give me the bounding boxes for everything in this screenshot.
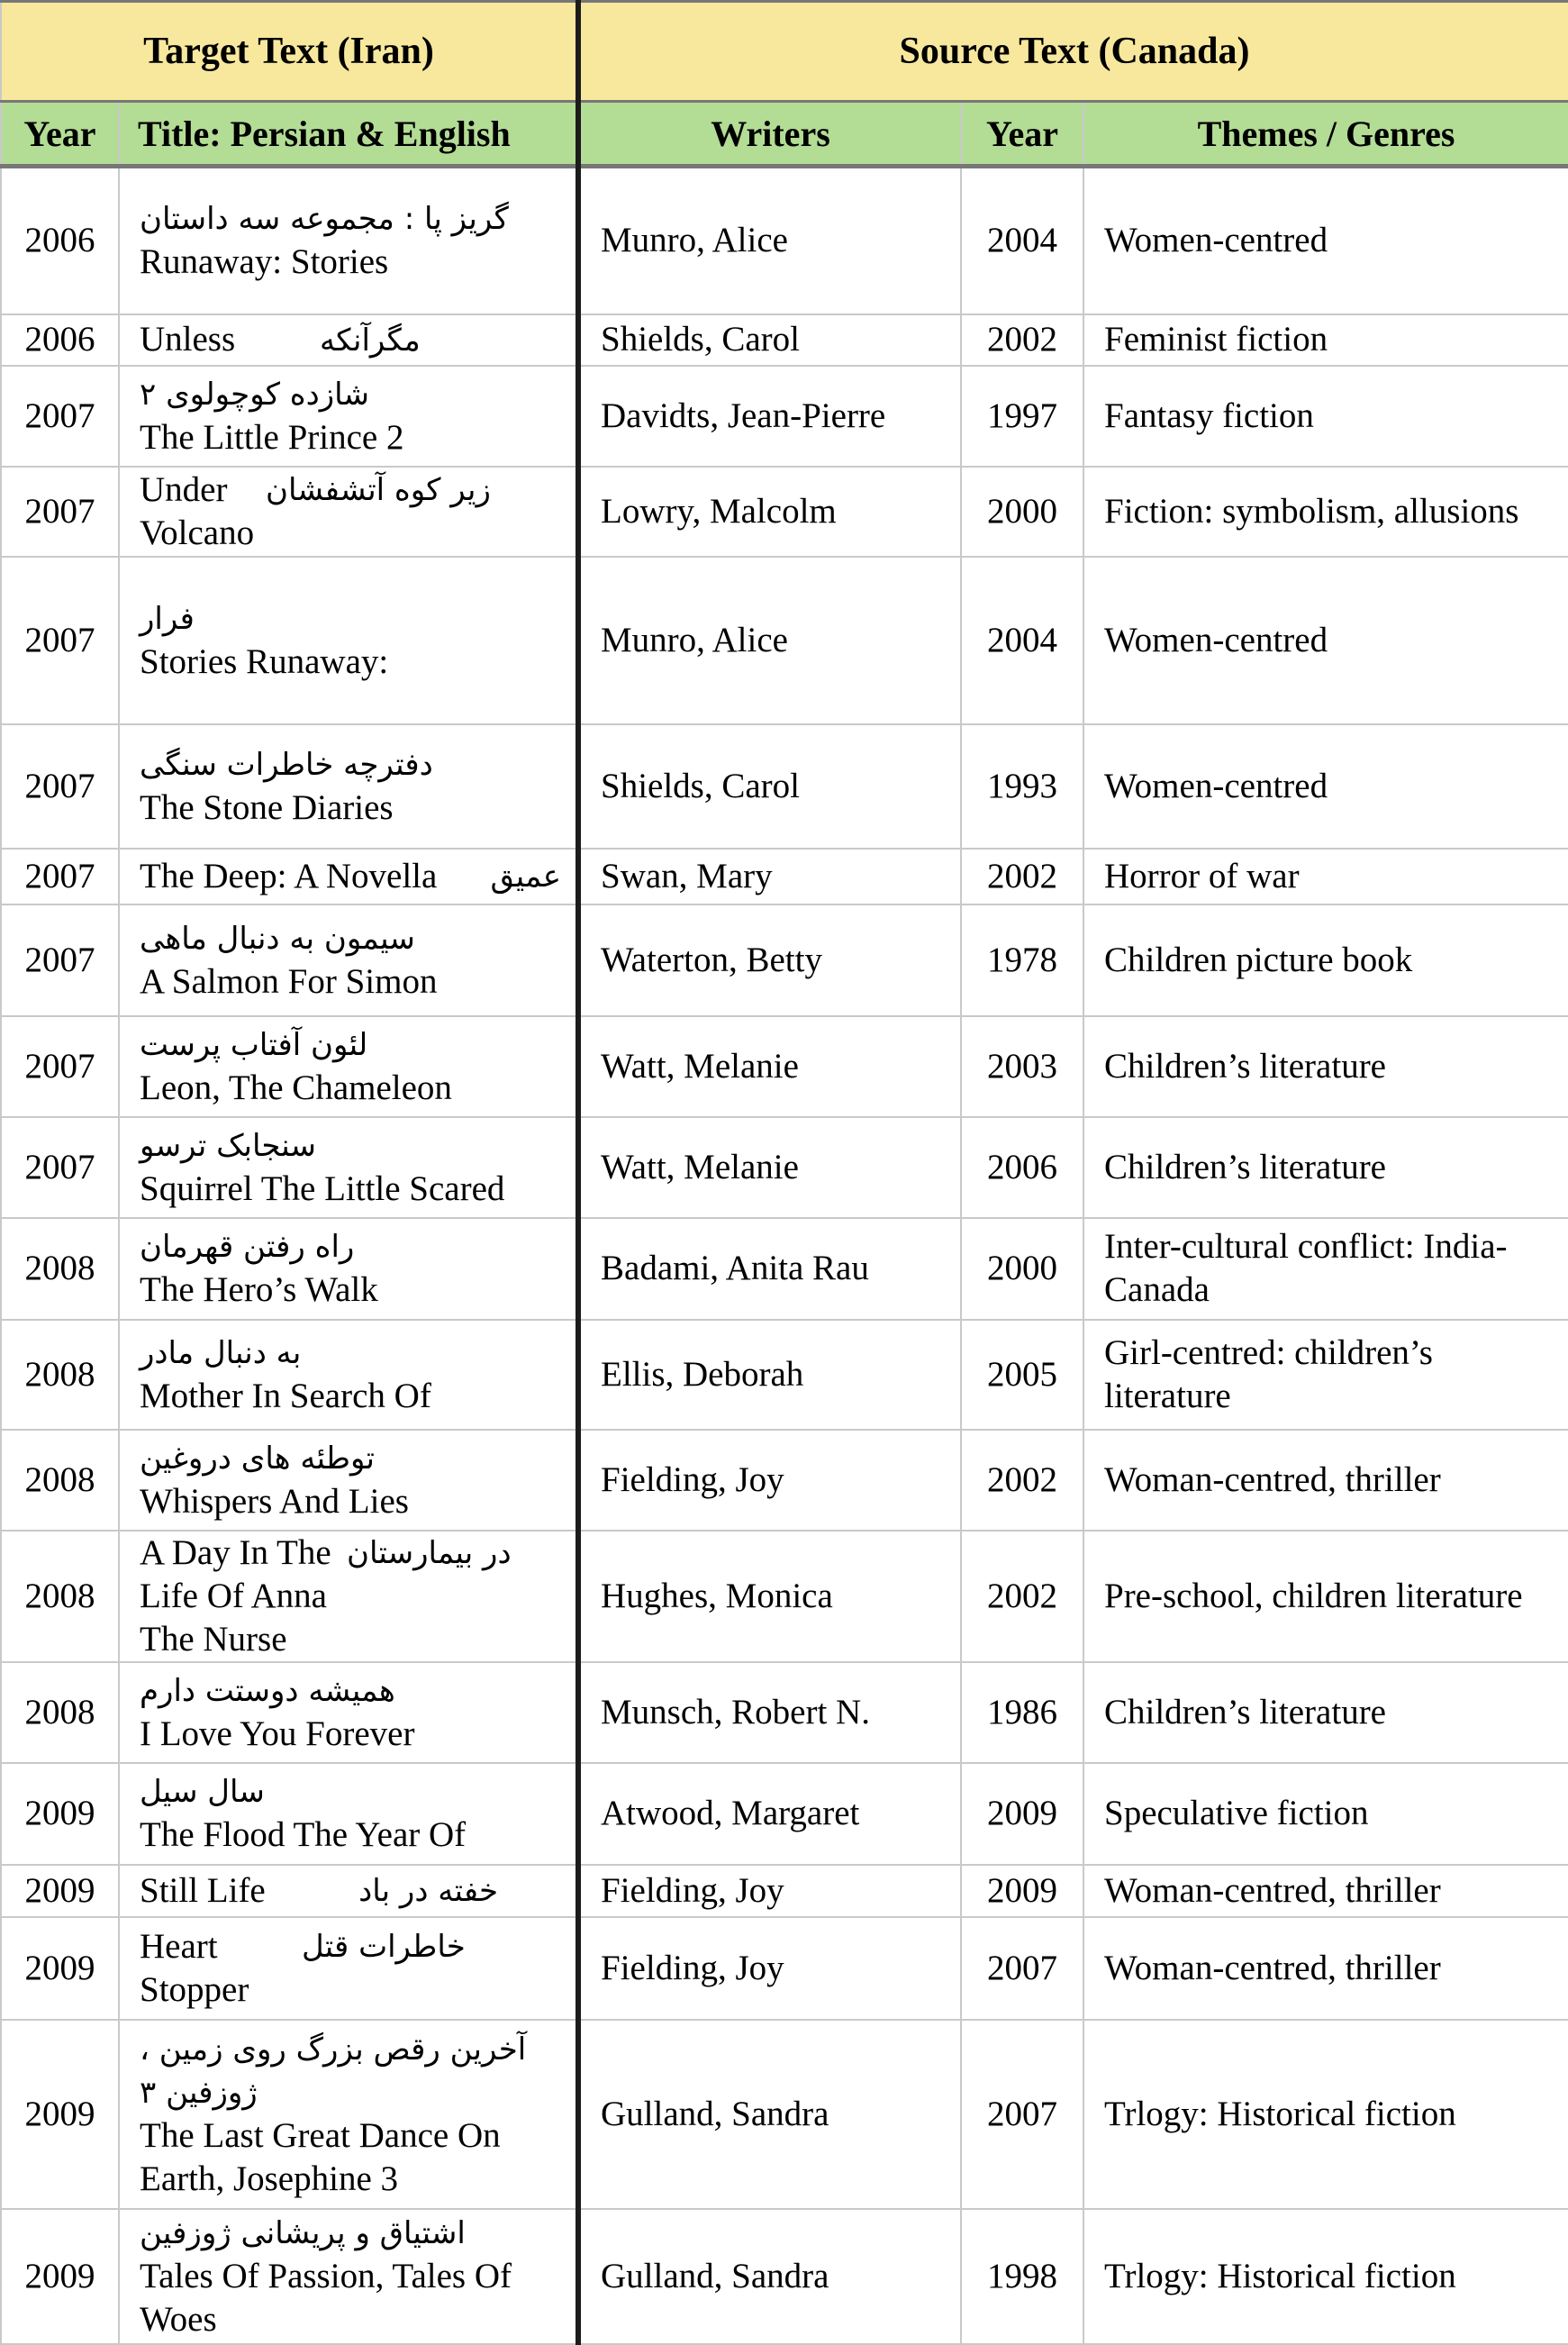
title-cell bbox=[119, 1430, 578, 1531]
theme-cell: Woman-centred, thriller bbox=[1083, 1430, 1568, 1531]
title-cell bbox=[119, 1016, 578, 1117]
writer-cell: Swan, Mary bbox=[578, 849, 961, 904]
title-english: The Last Great Dance On Earth, Josephine 3 bbox=[140, 2115, 501, 2198]
title-persian: سیمون به دنبال ماهی bbox=[140, 920, 415, 957]
title-cell bbox=[119, 724, 578, 849]
title-cell bbox=[119, 904, 578, 1016]
title-cell bbox=[119, 2209, 578, 2344]
target-year: 2006 bbox=[1, 167, 119, 314]
source-year: 2000 bbox=[961, 1218, 1083, 1320]
writer-cell: Fielding, Joy bbox=[578, 1865, 961, 1917]
table-row bbox=[1, 1662, 1568, 1763]
title-inline bbox=[140, 1869, 561, 1913]
writer-cell: Fielding, Joy bbox=[578, 1430, 961, 1531]
writer-cell: Munro, Alice bbox=[578, 557, 961, 724]
source-year: 2007 bbox=[961, 1917, 1083, 2020]
writer-cell: Lowry, Malcolm bbox=[578, 467, 961, 557]
table-row bbox=[1, 167, 1568, 314]
title-cell bbox=[119, 1320, 578, 1430]
title-cell bbox=[119, 1218, 578, 1320]
theme-cell: Pre-school, children literature bbox=[1083, 1531, 1568, 1662]
source-year: 2007 bbox=[961, 2020, 1083, 2209]
source-year: 2004 bbox=[961, 167, 1083, 314]
source-year: 1986 bbox=[961, 1662, 1083, 1763]
table-row bbox=[1, 904, 1568, 1016]
table-row bbox=[1, 1320, 1568, 1430]
theme-cell: Woman-centred, thriller bbox=[1083, 1865, 1568, 1917]
target-year: 2007 bbox=[1, 849, 119, 904]
source-year: 2002 bbox=[961, 1430, 1083, 1531]
title-cell bbox=[119, 314, 578, 366]
table-row bbox=[1, 724, 1568, 849]
title-persian: اشتیاق و پریشانی ژوزفین bbox=[140, 2214, 466, 2251]
table-row bbox=[1, 1763, 1568, 1865]
source-year: 1998 bbox=[961, 2209, 1083, 2344]
title-persian: راه رفتن قهرمان bbox=[140, 1229, 355, 1265]
writer-cell: Munsch, Robert N. bbox=[578, 1662, 961, 1763]
source-year: 2002 bbox=[961, 1531, 1083, 1662]
title-english: Whispers And Lies bbox=[140, 1481, 409, 1521]
title-persian: آخرین رقص بزرگ روی زمین ، ژوزفین ۳ bbox=[140, 2031, 527, 2111]
target-year: 2008 bbox=[1, 1430, 119, 1531]
title-english: Under Volcano bbox=[140, 469, 255, 552]
table-row bbox=[1, 467, 1568, 557]
source-year: 2009 bbox=[961, 1865, 1083, 1917]
col-header-writers: Writers bbox=[578, 102, 961, 167]
writer-cell: Gulland, Sandra bbox=[578, 2209, 961, 2344]
target-year: 2006 bbox=[1, 314, 119, 366]
title-cell bbox=[119, 1763, 578, 1865]
source-text-header: Source Text (Canada) bbox=[578, 2, 1568, 102]
title-english: Mother In Search Of bbox=[140, 1376, 431, 1415]
title-persian: سال سیل bbox=[140, 1774, 265, 1810]
target-year: 2009 bbox=[1, 1763, 119, 1865]
writer-cell: Shields, Carol bbox=[578, 314, 961, 366]
title-persian: همیشه دوستت دارم bbox=[140, 1672, 395, 1709]
theme-cell: Fantasy fiction bbox=[1083, 366, 1568, 467]
title-cell bbox=[119, 1917, 578, 2020]
title-cell bbox=[119, 849, 578, 904]
target-year: 2008 bbox=[1, 1320, 119, 1430]
col-header-source-year: Year bbox=[961, 102, 1083, 167]
column-header-row bbox=[1, 102, 1568, 167]
title-persian: خاطرات قتل bbox=[302, 1928, 466, 1965]
target-year: 2007 bbox=[1, 724, 119, 849]
title-english: I Love You Forever bbox=[140, 1713, 415, 1753]
theme-cell: Children’s literature bbox=[1083, 1662, 1568, 1763]
theme-cell: Girl-centred: children’s literature bbox=[1083, 1320, 1568, 1430]
title-persian: لئون آفتاب پرست bbox=[140, 1026, 368, 1063]
table-row bbox=[1, 1218, 1568, 1320]
title-persian: خفته در باد bbox=[358, 1872, 498, 1909]
target-year: 2007 bbox=[1, 467, 119, 557]
title-english: Leon, The Chameleon bbox=[140, 1068, 452, 1107]
writer-cell: Waterton, Betty bbox=[578, 904, 961, 1016]
title-inline bbox=[140, 855, 561, 898]
source-year: 2006 bbox=[961, 1117, 1083, 1218]
table-row bbox=[1, 557, 1568, 724]
source-year: 2003 bbox=[961, 1016, 1083, 1117]
theme-cell: Women-centred bbox=[1083, 557, 1568, 724]
title-english: The Flood The Year Of bbox=[140, 1815, 467, 1854]
source-year: 1997 bbox=[961, 366, 1083, 467]
title-english: The Stone Diaries bbox=[140, 787, 394, 827]
target-text-header: Target Text (Iran) bbox=[1, 2, 578, 102]
title-english: A Day In The Life Of Anna The Nurse bbox=[140, 1532, 331, 1659]
title-english: Tales Of Passion, Tales Of Woes bbox=[140, 2256, 512, 2339]
writer-cell: Atwood, Margaret bbox=[578, 1763, 961, 1865]
writer-cell: Hughes, Monica bbox=[578, 1531, 961, 1662]
title-english: Heart Stopper bbox=[140, 1926, 249, 2009]
title-cell bbox=[119, 467, 578, 557]
target-year: 2007 bbox=[1, 904, 119, 1016]
target-year: 2007 bbox=[1, 1016, 119, 1117]
table-row bbox=[1, 366, 1568, 467]
table-row bbox=[1, 1117, 1568, 1218]
target-year: 2007 bbox=[1, 366, 119, 467]
source-year: 2009 bbox=[961, 1763, 1083, 1865]
target-year: 2008 bbox=[1, 1662, 119, 1763]
target-year: 2007 bbox=[1, 557, 119, 724]
title-persian: سنجابک ترسو bbox=[140, 1127, 317, 1164]
title-cell bbox=[119, 1117, 578, 1218]
table-row bbox=[1, 849, 1568, 904]
table-row bbox=[1, 2020, 1568, 2209]
theme-cell: Horror of war bbox=[1083, 849, 1568, 904]
theme-cell: Woman-centred, thriller bbox=[1083, 1917, 1568, 2020]
table-row bbox=[1, 1917, 1568, 2020]
title-english: A Salmon For Simon bbox=[140, 961, 438, 1001]
title-persian: عمیق bbox=[490, 858, 561, 895]
writer-cell: Ellis, Deborah bbox=[578, 1320, 961, 1430]
theme-cell: Women-centred bbox=[1083, 724, 1568, 849]
theme-cell: Trlogy: Historical fiction bbox=[1083, 2209, 1568, 2344]
title-persian: به دنبال مادر bbox=[140, 1334, 302, 1371]
target-year: 2009 bbox=[1, 1917, 119, 2020]
writer-cell: Watt, Melanie bbox=[578, 1117, 961, 1218]
target-year: 2008 bbox=[1, 1531, 119, 1662]
title-english: Squirrel The Little Scared bbox=[140, 1168, 505, 1208]
col-header-themes: Themes / Genres bbox=[1083, 102, 1568, 167]
theme-cell: Trlogy: Historical fiction bbox=[1083, 2020, 1568, 2209]
title-cell bbox=[119, 366, 578, 467]
writer-cell: Badami, Anita Rau bbox=[578, 1218, 961, 1320]
target-year: 2009 bbox=[1, 2209, 119, 2344]
title-cell bbox=[119, 557, 578, 724]
title-persian: در بیمارستان bbox=[347, 1534, 512, 1571]
title-persian: گریز پا : مجموعه سه داستان bbox=[140, 201, 509, 238]
table-row bbox=[1, 314, 1568, 366]
title-english: The Deep: A Novella bbox=[140, 856, 438, 895]
writer-cell: Watt, Melanie bbox=[578, 1016, 961, 1117]
theme-cell: Speculative fiction bbox=[1083, 1763, 1568, 1865]
title-english: Runaway: Stories bbox=[140, 242, 389, 282]
theme-cell: Children’s literature bbox=[1083, 1016, 1568, 1117]
theme-cell: Inter-cultural conflict: India-Canada bbox=[1083, 1218, 1568, 1320]
source-year: 1978 bbox=[961, 904, 1083, 1016]
title-persian: فرار bbox=[140, 600, 195, 637]
theme-cell: Women-centred bbox=[1083, 167, 1568, 314]
target-year: 2009 bbox=[1, 2020, 119, 2209]
source-year: 2004 bbox=[961, 557, 1083, 724]
source-year: 2005 bbox=[961, 1320, 1083, 1430]
title-persian: دفترچه خاطرات سنگی bbox=[140, 746, 433, 783]
title-persian: توطئه های دروغین bbox=[140, 1440, 375, 1477]
target-year: 2007 bbox=[1, 1117, 119, 1218]
title-english: Unless bbox=[140, 319, 236, 359]
writer-cell: Shields, Carol bbox=[578, 724, 961, 849]
col-header-year: Year bbox=[1, 102, 119, 167]
table-row bbox=[1, 1016, 1568, 1117]
source-year: 2000 bbox=[961, 467, 1083, 557]
table-row bbox=[1, 1865, 1568, 1917]
target-year: 2008 bbox=[1, 1218, 119, 1320]
theme-cell: Feminist fiction bbox=[1083, 314, 1568, 366]
title-cell bbox=[119, 1865, 578, 1917]
theme-cell: Children picture book bbox=[1083, 904, 1568, 1016]
source-year: 1993 bbox=[961, 724, 1083, 849]
writer-cell: Davidts, Jean-Pierre bbox=[578, 366, 961, 467]
col-header-title: Title: Persian & English bbox=[119, 102, 578, 167]
title-persian: شازده کوچولوی ۲ bbox=[140, 376, 369, 413]
title-persian: مگرآنکه bbox=[320, 322, 421, 359]
theme-cell: Fiction: symbolism, allusions bbox=[1083, 467, 1568, 557]
theme-cell: Children’s literature bbox=[1083, 1117, 1568, 1218]
source-year: 2002 bbox=[961, 849, 1083, 904]
writer-cell: Munro, Alice bbox=[578, 167, 961, 314]
source-year: 2002 bbox=[961, 314, 1083, 366]
table-row bbox=[1, 2209, 1568, 2344]
title-cell bbox=[119, 167, 578, 314]
title-english: Still Life bbox=[140, 1870, 266, 1910]
title-cell bbox=[119, 1662, 578, 1763]
writer-cell: Gulland, Sandra bbox=[578, 2020, 961, 2209]
group-header-row bbox=[1, 2, 1568, 102]
title-english: The Little Prince 2 bbox=[140, 417, 404, 457]
title-english: The Hero’s Walk bbox=[140, 1270, 378, 1309]
title-english: Stories Runaway: bbox=[140, 641, 389, 681]
table-row bbox=[1, 1531, 1568, 1662]
title-cell bbox=[119, 2020, 578, 2209]
title-persian: زیر کوه آتشفشان bbox=[266, 471, 491, 508]
target-year: 2009 bbox=[1, 1865, 119, 1917]
writer-cell: Fielding, Joy bbox=[578, 1917, 961, 2020]
table-row bbox=[1, 1430, 1568, 1531]
title-cell bbox=[119, 1531, 578, 1662]
